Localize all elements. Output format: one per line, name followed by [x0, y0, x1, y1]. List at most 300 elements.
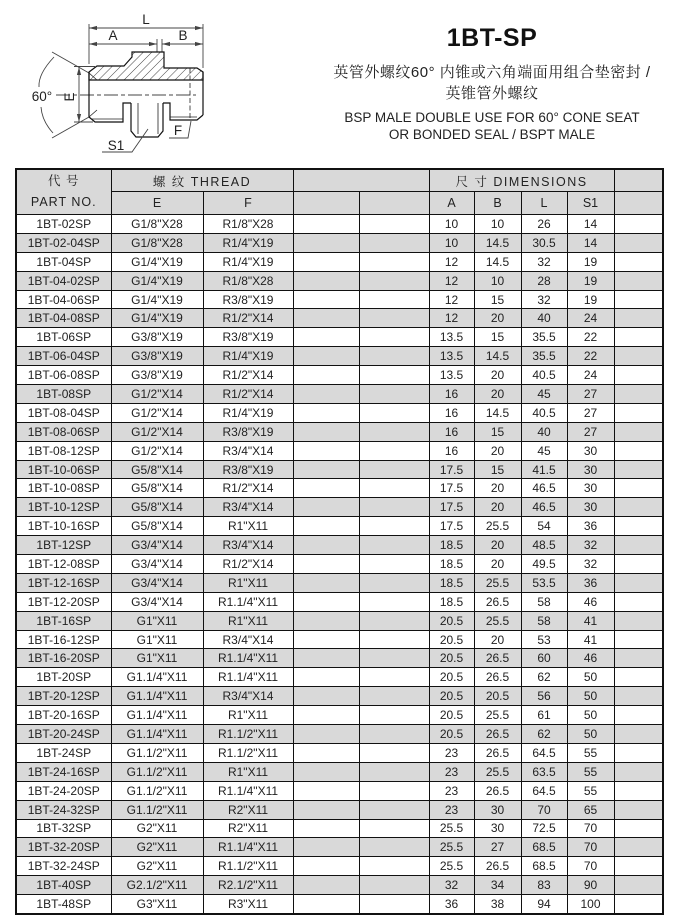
- cell-dim_s1: 70: [567, 819, 614, 838]
- cell-part_no: 1BT-12-16SP: [16, 573, 111, 592]
- cell-thread_e: G1.1/2"X11: [111, 800, 203, 819]
- cell-blank_2: [359, 649, 429, 668]
- cell-dim_b: 25.5: [474, 611, 521, 630]
- cell-dim_s1: 27: [567, 385, 614, 404]
- cell-dim_a: 18.5: [429, 555, 474, 574]
- cell-blank_1: [293, 403, 359, 422]
- cell-dim_s1: 30: [567, 460, 614, 479]
- col-header-b: B: [474, 192, 521, 215]
- cell-thread_f: R1.1/4"X11: [203, 668, 293, 687]
- cell-dim_b: 14.5: [474, 403, 521, 422]
- cell-dim_l: 41.5: [521, 460, 567, 479]
- cell-blank_3: [614, 649, 663, 668]
- col-header-blank-group: [293, 169, 429, 192]
- col-header-a: A: [429, 192, 474, 215]
- cell-dim_b: 20: [474, 555, 521, 574]
- cell-dim_b: 20: [474, 536, 521, 555]
- cell-dim_a: 10: [429, 215, 474, 234]
- table-row: [16, 800, 663, 819]
- cell-blank_3: [614, 743, 663, 762]
- cell-thread_f: R1.1/4"X11: [203, 649, 293, 668]
- cell-blank_1: [293, 838, 359, 857]
- cell-blank_1: [293, 611, 359, 630]
- cell-dim_b: 20.5: [474, 687, 521, 706]
- cell-blank_1: [293, 347, 359, 366]
- cell-dim_b: 15: [474, 460, 521, 479]
- cell-dim_l: 45: [521, 441, 567, 460]
- cell-dim_b: 20: [474, 498, 521, 517]
- cell-dim_b: 26.5: [474, 743, 521, 762]
- cell-thread_e: G1.1/2"X11: [111, 762, 203, 781]
- cell-dim_b: 26.5: [474, 781, 521, 800]
- cell-dim_l: 53.5: [521, 573, 567, 592]
- cell-dim_l: 56: [521, 687, 567, 706]
- cell-dim_l: 58: [521, 592, 567, 611]
- cell-thread_f: R3/8"X19: [203, 328, 293, 347]
- cell-dim_s1: 70: [567, 857, 614, 876]
- cell-dim_b: 26.5: [474, 857, 521, 876]
- table-row: [16, 290, 663, 309]
- cell-dim_a: 16: [429, 385, 474, 404]
- cell-dim_b: 20: [474, 479, 521, 498]
- cell-thread_f: R1.1/2"X11: [203, 743, 293, 762]
- cell-blank_1: [293, 385, 359, 404]
- cell-blank_2: [359, 290, 429, 309]
- cell-thread_f: R3/4"X14: [203, 687, 293, 706]
- cell-dim_l: 40: [521, 309, 567, 328]
- cell-part_no: 1BT-16-20SP: [16, 649, 111, 668]
- cell-part_no: 1BT-10-16SP: [16, 517, 111, 536]
- cell-part_no: 1BT-02-04SP: [16, 233, 111, 252]
- cell-dim_b: 20: [474, 309, 521, 328]
- cell-dim_a: 13.5: [429, 366, 474, 385]
- cell-thread_f: R1/2"X14: [203, 385, 293, 404]
- part-no-label-en: PART NO.: [30, 195, 97, 209]
- table-row: [16, 781, 663, 800]
- cell-thread_f: R2"X11: [203, 800, 293, 819]
- table-row: [16, 611, 663, 630]
- cell-thread_f: R1/2"X14: [203, 309, 293, 328]
- cell-dim_a: 12: [429, 252, 474, 271]
- col-header-part-no: [16, 169, 111, 215]
- cell-dim_s1: 90: [567, 876, 614, 895]
- cell-blank_3: [614, 630, 663, 649]
- cell-dim_b: 10: [474, 215, 521, 234]
- cell-dim_l: 54: [521, 517, 567, 536]
- cell-part_no: 1BT-06-04SP: [16, 347, 111, 366]
- cell-dim_l: 64.5: [521, 781, 567, 800]
- cell-dim_l: 62: [521, 668, 567, 687]
- cell-blank_3: [614, 290, 663, 309]
- cell-dim_b: 20: [474, 630, 521, 649]
- cell-thread_f: R3/4"X14: [203, 441, 293, 460]
- label-dim-e: E: [62, 92, 77, 102]
- cell-blank_3: [614, 422, 663, 441]
- cell-thread_e: G2.1/2"X11: [111, 876, 203, 895]
- header-row-1: [16, 169, 663, 192]
- cell-dim_s1: 32: [567, 555, 614, 574]
- cell-dim_b: 38: [474, 895, 521, 914]
- cell-thread_f: R3/8"X19: [203, 290, 293, 309]
- cell-part_no: 1BT-04-08SP: [16, 309, 111, 328]
- cell-blank_2: [359, 687, 429, 706]
- cell-blank_1: [293, 252, 359, 271]
- cell-thread_f: R2.1/2"X11: [203, 876, 293, 895]
- cell-dim_a: 23: [429, 743, 474, 762]
- cell-thread_e: G1/4"X19: [111, 271, 203, 290]
- cell-thread_e: G3/4"X14: [111, 536, 203, 555]
- cell-thread_f: R1/4"X19: [203, 252, 293, 271]
- cell-dim_a: 23: [429, 800, 474, 819]
- title-block: [316, 24, 668, 143]
- cell-blank_2: [359, 385, 429, 404]
- table-row: [16, 517, 663, 536]
- cell-dim_a: 12: [429, 290, 474, 309]
- table-row: [16, 725, 663, 744]
- cell-dim_l: 28: [521, 271, 567, 290]
- cell-dim_s1: 14: [567, 233, 614, 252]
- cell-thread_e: G1.1/4"X11: [111, 687, 203, 706]
- table-row: [16, 422, 663, 441]
- cell-blank_3: [614, 706, 663, 725]
- cell-blank_1: [293, 668, 359, 687]
- cell-blank_1: [293, 819, 359, 838]
- cell-dim_l: 72.5: [521, 819, 567, 838]
- subtitle-en-line1: BSP MALE DOUBLE USE FOR 60° CONE SEAT: [344, 110, 640, 125]
- cell-thread_e: G1/8"X28: [111, 215, 203, 234]
- cell-thread_f: R3/4"X14: [203, 536, 293, 555]
- cell-dim_s1: 36: [567, 517, 614, 536]
- cell-dim_s1: 22: [567, 347, 614, 366]
- cell-thread_f: R1/8"X28: [203, 215, 293, 234]
- cell-dim_a: 10: [429, 233, 474, 252]
- cell-part_no: 1BT-20-16SP: [16, 706, 111, 725]
- cell-thread_e: G1.1/2"X11: [111, 743, 203, 762]
- cell-dim_a: 20.5: [429, 725, 474, 744]
- col-header-blank-end: [614, 169, 663, 192]
- technical-drawing: [0, 0, 230, 162]
- cell-dim_l: 46.5: [521, 498, 567, 517]
- cell-dim_a: 18.5: [429, 592, 474, 611]
- cell-thread_e: G5/8"X14: [111, 498, 203, 517]
- table-row: [16, 252, 663, 271]
- cell-blank_2: [359, 555, 429, 574]
- cell-blank_2: [359, 309, 429, 328]
- cell-thread_f: R1/4"X19: [203, 403, 293, 422]
- part-no-label-zh: 代 号: [48, 174, 80, 188]
- table-row: [16, 649, 663, 668]
- table-row: [16, 233, 663, 252]
- cell-blank_2: [359, 668, 429, 687]
- table-row: [16, 309, 663, 328]
- cell-dim_b: 14.5: [474, 233, 521, 252]
- col-header-s1: S1: [567, 192, 614, 215]
- cell-dim_a: 20.5: [429, 706, 474, 725]
- cell-part_no: 1BT-08SP: [16, 385, 111, 404]
- cell-blank_3: [614, 857, 663, 876]
- label-dim-b: B: [178, 28, 188, 43]
- cell-blank_1: [293, 687, 359, 706]
- cell-dim_a: 13.5: [429, 328, 474, 347]
- cell-part_no: 1BT-12SP: [16, 536, 111, 555]
- cell-thread_f: R1.1/4"X11: [203, 838, 293, 857]
- cell-dim_s1: 24: [567, 309, 614, 328]
- cell-blank_2: [359, 536, 429, 555]
- cell-part_no: 1BT-08-12SP: [16, 441, 111, 460]
- subtitle-en-line2: OR BONDED SEAL / BSPT MALE: [388, 127, 596, 142]
- table-body: [16, 215, 663, 914]
- col-header-thread: 螺 纹 THREAD: [111, 169, 293, 192]
- cell-blank_2: [359, 328, 429, 347]
- cell-blank_2: [359, 876, 429, 895]
- cell-thread_e: G3/4"X14: [111, 555, 203, 574]
- cell-part_no: 1BT-32-20SP: [16, 838, 111, 857]
- cell-blank_3: [614, 517, 663, 536]
- cell-blank_3: [614, 838, 663, 857]
- cell-thread_f: R3"X11: [203, 895, 293, 914]
- cell-part_no: 1BT-10-08SP: [16, 479, 111, 498]
- cell-blank_1: [293, 517, 359, 536]
- cell-dim_l: 64.5: [521, 743, 567, 762]
- cell-dim_a: 23: [429, 762, 474, 781]
- cell-blank_3: [614, 573, 663, 592]
- cell-blank_2: [359, 743, 429, 762]
- cell-dim_b: 26.5: [474, 649, 521, 668]
- cell-part_no: 1BT-24-20SP: [16, 781, 111, 800]
- cell-thread_f: R1"X11: [203, 706, 293, 725]
- cell-thread_e: G1/4"X19: [111, 309, 203, 328]
- cell-blank_3: [614, 895, 663, 914]
- table-row: [16, 498, 663, 517]
- cell-blank_2: [359, 460, 429, 479]
- cell-dim_s1: 30: [567, 498, 614, 517]
- cell-blank_1: [293, 290, 359, 309]
- cell-dim_s1: 50: [567, 706, 614, 725]
- cell-blank_3: [614, 592, 663, 611]
- cell-part_no: 1BT-10-12SP: [16, 498, 111, 517]
- cell-thread_e: G1/2"X14: [111, 422, 203, 441]
- cell-blank_2: [359, 422, 429, 441]
- label-f: F: [173, 123, 183, 138]
- cell-part_no: 1BT-04-06SP: [16, 290, 111, 309]
- cell-dim_s1: 27: [567, 422, 614, 441]
- cell-dim_s1: 19: [567, 271, 614, 290]
- cell-blank_2: [359, 441, 429, 460]
- cell-thread_e: G1.1/2"X11: [111, 781, 203, 800]
- cell-blank_3: [614, 762, 663, 781]
- cell-dim_b: 20: [474, 441, 521, 460]
- cell-blank_3: [614, 233, 663, 252]
- cell-dim_a: 20.5: [429, 611, 474, 630]
- cell-blank_2: [359, 630, 429, 649]
- cell-blank_3: [614, 479, 663, 498]
- table-row: [16, 215, 663, 234]
- cell-dim_l: 46.5: [521, 479, 567, 498]
- cell-blank_1: [293, 460, 359, 479]
- cell-dim_s1: 19: [567, 252, 614, 271]
- cell-blank_3: [614, 819, 663, 838]
- cell-dim_a: 25.5: [429, 857, 474, 876]
- drawing-labels: [32, 12, 188, 153]
- cell-dim_s1: 55: [567, 781, 614, 800]
- cell-part_no: 1BT-08-06SP: [16, 422, 111, 441]
- cell-part_no: 1BT-24SP: [16, 743, 111, 762]
- cell-dim_a: 13.5: [429, 347, 474, 366]
- cell-dim_l: 45: [521, 385, 567, 404]
- table-row: [16, 555, 663, 574]
- cell-dim_l: 53: [521, 630, 567, 649]
- cell-blank_3: [614, 876, 663, 895]
- cell-dim_a: 25.5: [429, 819, 474, 838]
- cell-dim_l: 30.5: [521, 233, 567, 252]
- cell-dim_s1: 50: [567, 687, 614, 706]
- cell-blank_1: [293, 555, 359, 574]
- cell-blank_2: [359, 573, 429, 592]
- cell-dim_l: 40: [521, 422, 567, 441]
- cell-dim_s1: 24: [567, 366, 614, 385]
- cell-thread_e: G1/2"X14: [111, 441, 203, 460]
- cell-dim_l: 48.5: [521, 536, 567, 555]
- cell-dim_s1: 70: [567, 838, 614, 857]
- cell-part_no: 1BT-08-04SP: [16, 403, 111, 422]
- table-row: [16, 479, 663, 498]
- cell-dim_s1: 46: [567, 592, 614, 611]
- cell-blank_3: [614, 611, 663, 630]
- cell-dim_l: 60: [521, 649, 567, 668]
- cell-dim_a: 18.5: [429, 536, 474, 555]
- cell-blank_2: [359, 498, 429, 517]
- cell-blank_2: [359, 725, 429, 744]
- cell-part_no: 1BT-32-24SP: [16, 857, 111, 876]
- cell-dim_a: 17.5: [429, 517, 474, 536]
- cell-part_no: 1BT-10-06SP: [16, 460, 111, 479]
- cell-blank_2: [359, 706, 429, 725]
- cell-part_no: 1BT-32SP: [16, 819, 111, 838]
- cell-blank_2: [359, 517, 429, 536]
- cell-blank_3: [614, 441, 663, 460]
- cell-dim_l: 68.5: [521, 838, 567, 857]
- cell-blank_3: [614, 215, 663, 234]
- cell-thread_f: R1.1/4"X11: [203, 592, 293, 611]
- cell-dim_l: 61: [521, 706, 567, 725]
- cell-blank_2: [359, 819, 429, 838]
- cell-dim_l: 26: [521, 215, 567, 234]
- cell-part_no: 1BT-12-20SP: [16, 592, 111, 611]
- cell-dim_a: 12: [429, 309, 474, 328]
- cell-thread_f: R1/2"X14: [203, 555, 293, 574]
- cell-blank_1: [293, 592, 359, 611]
- cell-dim_s1: 65: [567, 800, 614, 819]
- cell-blank_1: [293, 271, 359, 290]
- cell-blank_1: [293, 743, 359, 762]
- cell-part_no: 1BT-06SP: [16, 328, 111, 347]
- cell-part_no: 1BT-04-02SP: [16, 271, 111, 290]
- cell-blank_1: [293, 233, 359, 252]
- cell-dim_s1: 14: [567, 215, 614, 234]
- cell-dim_a: 20.5: [429, 668, 474, 687]
- cell-thread_f: R1.1/2"X11: [203, 857, 293, 876]
- cell-dim_b: 26.5: [474, 725, 521, 744]
- cell-blank_3: [614, 725, 663, 744]
- cell-dim_a: 16: [429, 422, 474, 441]
- cell-dim_l: 70: [521, 800, 567, 819]
- cell-part_no: 1BT-24-32SP: [16, 800, 111, 819]
- cell-blank_2: [359, 252, 429, 271]
- cell-dim_s1: 100: [567, 895, 614, 914]
- cell-blank_2: [359, 479, 429, 498]
- cell-blank_3: [614, 555, 663, 574]
- col-header-l: L: [521, 192, 567, 215]
- cell-thread_e: G5/8"X14: [111, 517, 203, 536]
- cell-blank_1: [293, 573, 359, 592]
- cell-thread_e: G3/8"X19: [111, 347, 203, 366]
- cell-dim_a: 12: [429, 271, 474, 290]
- cell-thread_e: G1.1/4"X11: [111, 668, 203, 687]
- cell-thread_f: R1/2"X14: [203, 479, 293, 498]
- cell-blank_1: [293, 895, 359, 914]
- cell-blank_1: [293, 725, 359, 744]
- cell-blank_2: [359, 838, 429, 857]
- cell-dim_l: 35.5: [521, 347, 567, 366]
- cell-blank_2: [359, 857, 429, 876]
- cell-thread_f: R3/4"X14: [203, 630, 293, 649]
- table-row: [16, 857, 663, 876]
- cell-dim_s1: 41: [567, 630, 614, 649]
- table-row: [16, 271, 663, 290]
- cell-blank_3: [614, 800, 663, 819]
- cell-dim_b: 25.5: [474, 573, 521, 592]
- cell-blank_1: [293, 649, 359, 668]
- cell-thread_e: G3/4"X14: [111, 573, 203, 592]
- cell-blank_1: [293, 422, 359, 441]
- table-row: [16, 762, 663, 781]
- label-angle-60: 60°: [31, 89, 53, 104]
- cell-thread_f: R1"X11: [203, 573, 293, 592]
- cell-blank_1: [293, 800, 359, 819]
- cell-dim_a: 17.5: [429, 498, 474, 517]
- cell-dim_b: 26.5: [474, 592, 521, 611]
- cell-thread_e: G1/4"X19: [111, 290, 203, 309]
- cell-part_no: 1BT-06-08SP: [16, 366, 111, 385]
- cell-blank_1: [293, 328, 359, 347]
- col-header-dimensions: 尺 寸 DIMENSIONS: [429, 169, 614, 192]
- cell-blank_1: [293, 630, 359, 649]
- cell-dim_l: 62: [521, 725, 567, 744]
- cell-thread_e: G1/8"X28: [111, 233, 203, 252]
- cell-dim_b: 34: [474, 876, 521, 895]
- cell-thread_f: R2"X11: [203, 819, 293, 838]
- table-row: [16, 838, 663, 857]
- cell-part_no: 1BT-24-16SP: [16, 762, 111, 781]
- col-header-f: F: [203, 192, 293, 215]
- table-row: [16, 460, 663, 479]
- cell-dim_a: 17.5: [429, 460, 474, 479]
- cell-thread_f: R1/2"X14: [203, 366, 293, 385]
- cell-blank_3: [614, 781, 663, 800]
- cell-dim_s1: 41: [567, 611, 614, 630]
- cell-thread_e: G2"X11: [111, 857, 203, 876]
- cell-blank_2: [359, 271, 429, 290]
- spec-table: [15, 168, 664, 915]
- cell-part_no: 1BT-20-12SP: [16, 687, 111, 706]
- table-row: [16, 876, 663, 895]
- cell-thread_e: G1.1/4"X11: [111, 706, 203, 725]
- cell-blank_3: [614, 668, 663, 687]
- col-header-blank-3: [614, 192, 663, 215]
- cell-blank_3: [614, 403, 663, 422]
- cell-thread_e: G2"X11: [111, 819, 203, 838]
- cell-blank_1: [293, 536, 359, 555]
